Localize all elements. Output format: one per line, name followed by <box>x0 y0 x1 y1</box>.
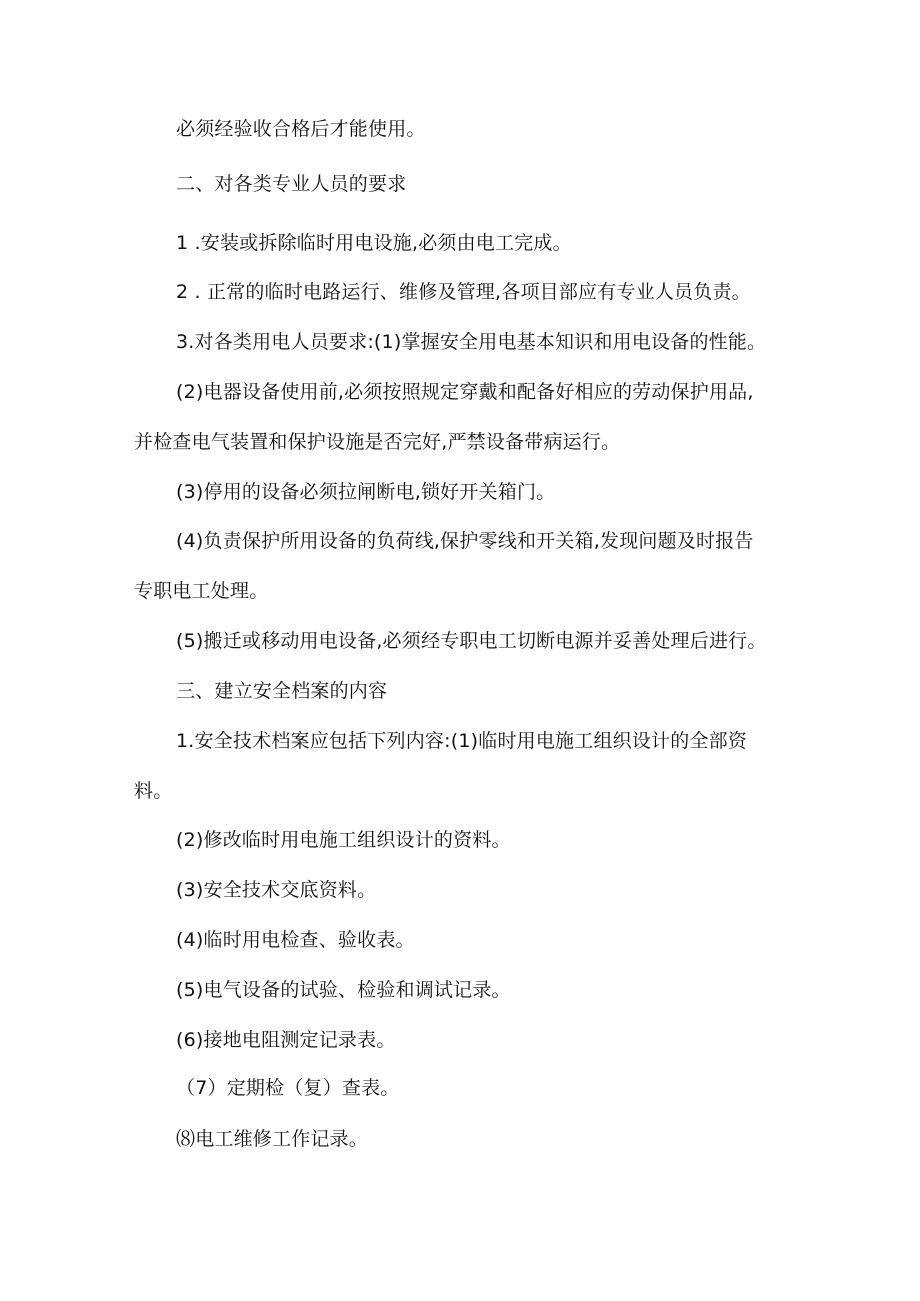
archive-item-5: (5)电气设备的试验、检验和调试记录。 <box>176 979 511 1001</box>
paragraph-line-1: 必须经验收合格后才能使用。 <box>176 118 426 140</box>
list-item-1: 1 .安装或拆除临时用电设施,必须由电工完成。 <box>176 232 572 254</box>
archive-item-6: (6)接地电阻测定记录表。 <box>176 1029 396 1051</box>
section-heading-2: 二、对各类专业人员的要求 <box>176 173 407 195</box>
archive-item-7: （7）定期检（复）查表。 <box>176 1077 400 1099</box>
archive-item-4: (4)临时用电检查、验收表。 <box>176 929 415 951</box>
list-subitem-5: (5)搬迁或移动用电设备,必须经专职电工切断电源并妥善处理后进行。 <box>176 630 767 652</box>
list-subitem-3: (3)停用的设备必须拉闸断电,锁好开关箱门。 <box>176 481 556 503</box>
archive-item-8: ⑻电工维修工作记录。 <box>176 1128 369 1150</box>
list-subitem-2-continuation: 并检查电气装置和保护设施是否完好,严禁设备带病运行。 <box>134 431 621 453</box>
archive-item-2: (2)修改临时用电施工组织设计的资料。 <box>176 829 511 851</box>
list-item-3: 3.对各类用电人员要求:(1)掌握安全用电基本知识和用电设备的性能。 <box>176 331 767 353</box>
archive-item-3: (3)安全技术交底资料。 <box>176 879 377 901</box>
archive-item-1: 1.安全技术档案应包括下列内容:(1)临时用电施工组织设计的全部资 <box>176 730 748 752</box>
section-heading-3: 三、建立安全档案的内容 <box>176 680 388 702</box>
list-item-2: 2 . 正常的临时电路运行、维修及管理,各项目部应有专业人员负责。 <box>176 281 751 303</box>
list-subitem-4: (4)负责保护所用设备的负荷线,保护零线和开关箱,发现问题及时报告 <box>176 530 754 552</box>
list-subitem-4-continuation: 专职电工处理。 <box>134 580 269 602</box>
list-subitem-2: (2)电器设备使用前,必须按照规定穿戴和配备好相应的劳动保护用品, <box>176 381 754 403</box>
archive-item-1-continuation: 料。 <box>134 780 173 802</box>
